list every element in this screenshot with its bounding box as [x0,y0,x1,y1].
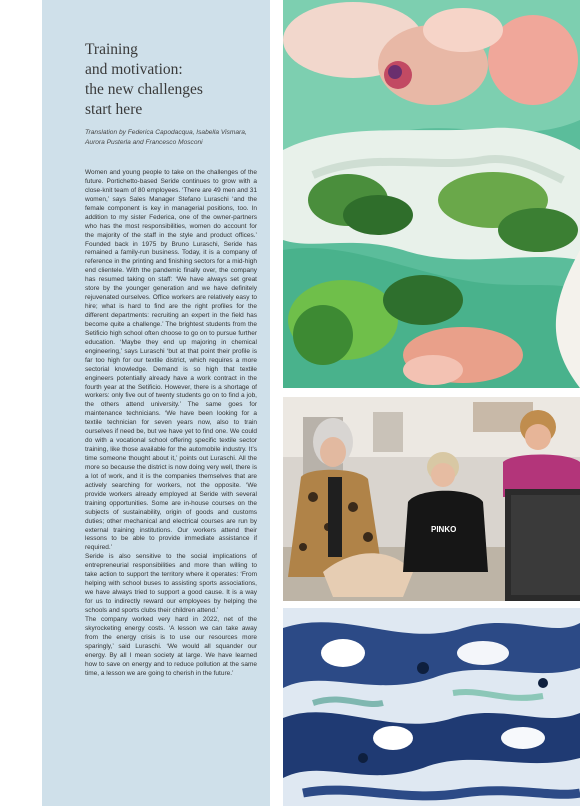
photo-paisley-fabric [283,608,580,806]
translation-credits: Translation by Federica Capodacqua, Isabella Vismara, Aurora Pusterla and Francesco Mosconi [85,129,247,146]
photo-studio-workers [283,397,580,601]
body-paragraph: The company worked very hard in 2022, net of the skyrocketing energy costs. ‘A lesson we can take away from the energy crisis is to use our resources more sparingly,’ said Luraschi. ‘We would all squander our energy. By all I mean society at large. We have learned how to save on energy and to reduce pollution at the same time, a lesson we are going to cherish in the future.’ [85,615,257,677]
article-body [85,169,257,678]
article-title: Training and motivation: the new challenges start here [85,41,203,118]
sweater-text: PINKO [431,525,457,534]
body-paragraph: Women and young people to take on the challenges of the future. Portichetto-based Seride continues to grow with a close-knit team of 80 employees. ‘There are 49 men and 31 women,’ says Sales Manager Stefano Luraschi ‘and the female component is key in managerial positions, too. In addition to my sister Federica, one of the owner-partners who has the most responsibilities, women do account for the majority of the staff in the style and product offices.’ Founded back in 1975 by Bruno Luraschi, Seride has remained a family-run business. Today, it is a company of reference in the printing and finishing sectors for a mid-high end clientele. With the pandemic finally over, the company has resumed taking on staff: ‘We have always set great store by the younger generation and we have definitely rejuvenated ourselves. Office workers are relatively easy to hire; what is hard to find are the right profiles for the different departments: recruiting an expert in the field has become quite a challenge.’ The brightest students from the Setificio high school often choose to go on to pursue further education. ‘Maybe they end up majoring in chemical engineering,’ says Luraschi ‘but at that point their profile is far too high for our textile district, which requires a more sectorial knowledge. Demand is so high that textile engineers potentially already have a work contract in the fourth year at the Setificio. However, there is a shortage of workers: only five out of twenty students go on to find a job, the others attend university.’ The same goes for maintenance technicians. ‘We have been looking for a textile technician for seven years now, also to train ourselves if need be, but we have yet to find one. We could do with a vocational school offering specific textile sector training, like those available for the automobile industry. It’s time someone thought about it,’ points out Luraschi. All the more so because the district is now doing very well, there is a lot of work, and it is the companies themselves that are actively searching for workers, not the opposite. ‘We provide workers already employed at Seride with several training opportunities. Some are in-house courses on the subjects of sustainability, origin of goods and customs duties; other mechanical and electrical courses are run by external training institutions. Our workers attend their lessons to be able to provide immediate assistance if required.’ [85,169,257,552]
body-paragraph: Seride is also sensitive to the social implications of entrepreneurial responsibilities and more than willing to take action to support the territory where it operates: ‘From helping with school buses to assisting sports associations, we have always tried to support a good cause. It is a way for us to indirectly reward our employees by helping the schools and sports clubs their children attend.’ [85,553,257,614]
photo-floral-fabric [283,0,580,388]
